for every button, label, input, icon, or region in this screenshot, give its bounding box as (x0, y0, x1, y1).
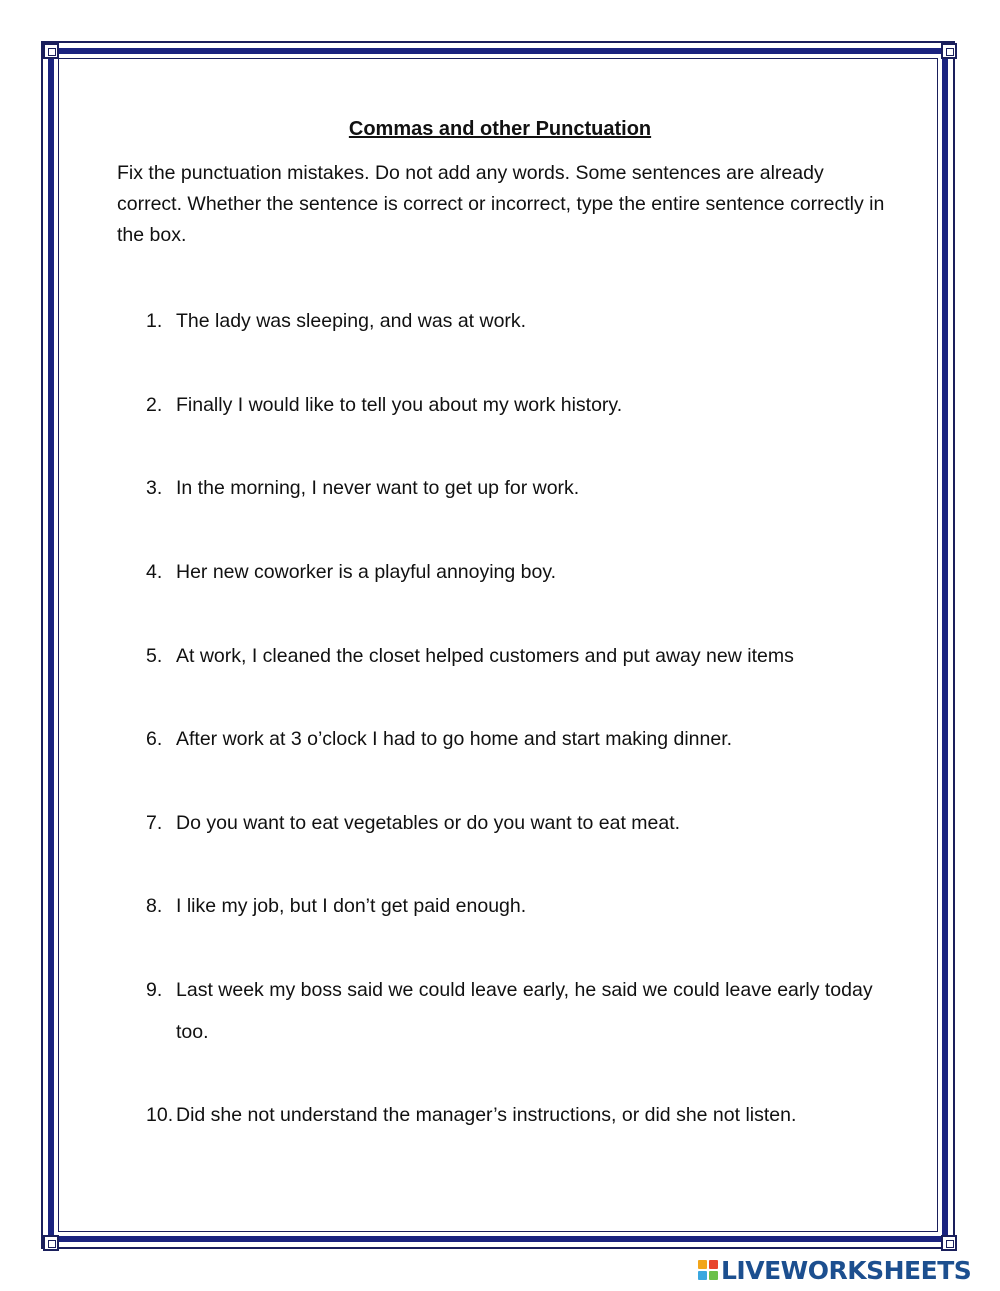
question-item (146, 635, 886, 677)
liveworksheets-logo (698, 1254, 971, 1286)
worksheet-title: Commas and other Punctuation (348, 118, 652, 140)
question-text: The lady was sleeping, and was at work. (176, 310, 527, 332)
question-item (146, 1094, 886, 1136)
border-corner-ornament (941, 43, 957, 59)
question-text: Do you want to eat vegetables or do you want to eat meat. (176, 812, 681, 834)
worksheet-instructions: Fix the punctuation mistakes. Do not add any words. Some sentences are already correct. Whether the sentence is correct or incorrect, type the entire sentence correctly in the box. (117, 162, 885, 246)
question-text: Finally I would like to tell you about my work history. (176, 394, 623, 416)
question-number: 6. (146, 728, 163, 750)
question-number: 4. (146, 561, 163, 583)
logo-block (698, 1271, 707, 1280)
question-number: 7. (146, 812, 163, 834)
question-text: Did she not understand the manager’s instructions, or did she not listen. (176, 1104, 797, 1126)
question-item (146, 885, 886, 927)
border-corner-ornament (43, 1235, 59, 1251)
question-text: I like my job, but I don’t get paid enough. (176, 895, 527, 917)
question-item (146, 802, 886, 844)
question-item (146, 384, 886, 426)
logo-text: LIVEWORKSHEETS (721, 1255, 972, 1285)
question-number: 10. (146, 1104, 174, 1126)
logo-block (698, 1260, 707, 1269)
logo-block (709, 1260, 718, 1269)
question-text: After work at 3 o’clock I had to go home and start making dinner. (176, 728, 733, 750)
question-item (146, 718, 886, 760)
question-item (146, 300, 886, 342)
border-corner-ornament (941, 1235, 957, 1251)
question-text: In the morning, I never want to get up for work. (176, 477, 580, 499)
question-text: At work, I cleaned the closet helped customers and put away new items (176, 645, 794, 667)
logo-block (709, 1271, 718, 1280)
question-number: 8. (146, 895, 163, 917)
question-text: Last week my boss said we could leave early, he said we could leave early today too. (176, 979, 873, 1043)
question-number: 2. (146, 394, 163, 416)
border-corner-ornament (43, 43, 59, 59)
question-item (146, 551, 886, 593)
question-number: 5. (146, 645, 163, 667)
question-number: 3. (146, 477, 163, 499)
question-item (146, 969, 886, 1053)
logo-blocks-icon (698, 1260, 718, 1280)
question-text: Her new coworker is a playful annoying boy. (176, 561, 557, 583)
question-number: 9. (146, 979, 163, 1001)
question-item (146, 467, 886, 509)
question-number: 1. (146, 310, 163, 332)
